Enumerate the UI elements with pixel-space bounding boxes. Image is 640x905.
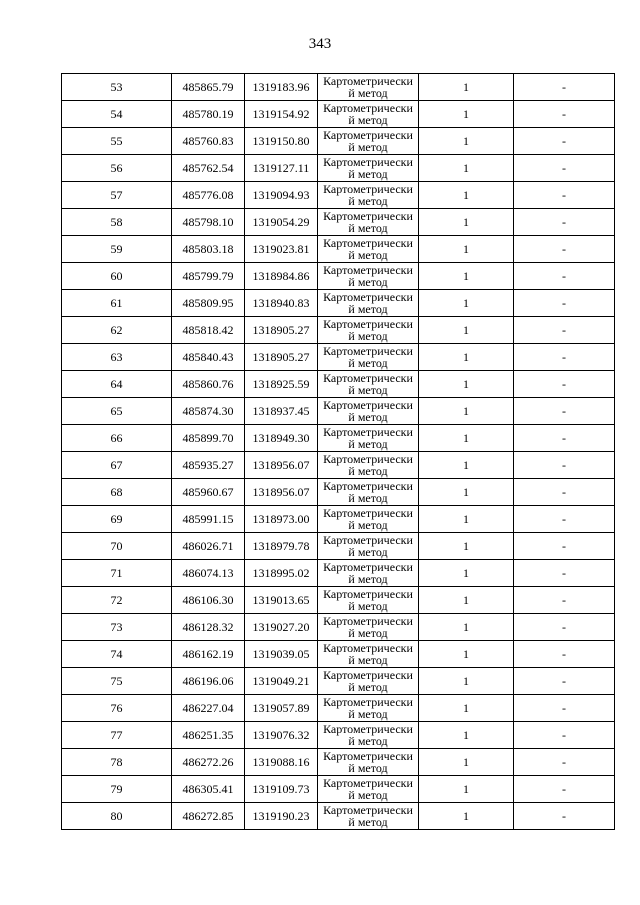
count-cell: 1	[419, 425, 514, 452]
method-text-line1: Картометрически	[323, 668, 413, 682]
point-number-cell: 72	[62, 587, 172, 614]
note-cell: -	[514, 803, 615, 830]
method-text-line2: й метод	[348, 680, 388, 694]
x-coordinate-cell: 485799.79	[172, 263, 245, 290]
count-cell: 1	[419, 128, 514, 155]
point-number-cell: 80	[62, 803, 172, 830]
table-row	[62, 614, 615, 641]
point-number-cell: 76	[62, 695, 172, 722]
x-coordinate-cell: 485818.42	[172, 317, 245, 344]
y-coordinate-cell: 1318905.27	[245, 344, 318, 371]
point-number-cell: 79	[62, 776, 172, 803]
method-text-line1: Картометрически	[323, 128, 413, 142]
x-coordinate-cell: 486074.13	[172, 560, 245, 587]
method-cell	[318, 641, 419, 668]
method-text-line1: Картометрически	[323, 74, 413, 88]
table-row	[62, 587, 615, 614]
count-cell: 1	[419, 506, 514, 533]
count-cell: 1	[419, 74, 514, 101]
note-cell: -	[514, 587, 615, 614]
method-cell	[318, 695, 419, 722]
y-coordinate-cell: 1318995.02	[245, 560, 318, 587]
x-coordinate-cell: 485874.30	[172, 398, 245, 425]
note-cell: -	[514, 560, 615, 587]
coordinates-table-body	[62, 74, 615, 830]
note-cell: -	[514, 425, 615, 452]
x-coordinate-cell: 486162.19	[172, 641, 245, 668]
method-text-line2: й метод	[348, 356, 388, 370]
method-text-line2: й метод	[348, 599, 388, 613]
method-text-line2: й метод	[348, 761, 388, 775]
y-coordinate-cell: 1318984.86	[245, 263, 318, 290]
x-coordinate-cell: 486196.06	[172, 668, 245, 695]
x-coordinate-cell: 485780.19	[172, 101, 245, 128]
point-number-cell: 66	[62, 425, 172, 452]
point-number-cell: 77	[62, 722, 172, 749]
y-coordinate-cell: 1318956.07	[245, 452, 318, 479]
note-cell: -	[514, 506, 615, 533]
x-coordinate-cell: 485803.18	[172, 236, 245, 263]
method-text-line2: й метод	[348, 248, 388, 262]
method-cell	[318, 290, 419, 317]
method-cell	[318, 344, 419, 371]
count-cell: 1	[419, 155, 514, 182]
method-text-line1: Картометрически	[323, 236, 413, 250]
count-cell: 1	[419, 317, 514, 344]
count-cell: 1	[419, 641, 514, 668]
x-coordinate-cell: 485991.15	[172, 506, 245, 533]
table-row	[62, 560, 615, 587]
note-cell: -	[514, 317, 615, 344]
point-number-cell: 62	[62, 317, 172, 344]
method-text-line1: Картометрически	[323, 263, 413, 277]
x-coordinate-cell: 486026.71	[172, 533, 245, 560]
count-cell: 1	[419, 668, 514, 695]
point-number-cell: 53	[62, 74, 172, 101]
method-text-line2: й метод	[348, 194, 388, 208]
count-cell: 1	[419, 452, 514, 479]
method-text-line1: Картометрически	[323, 641, 413, 655]
x-coordinate-cell: 486106.30	[172, 587, 245, 614]
note-cell: -	[514, 722, 615, 749]
note-cell: -	[514, 371, 615, 398]
method-cell	[318, 749, 419, 776]
method-cell	[318, 506, 419, 533]
y-coordinate-cell: 1319190.23	[245, 803, 318, 830]
method-cell	[318, 371, 419, 398]
y-coordinate-cell: 1319154.92	[245, 101, 318, 128]
count-cell: 1	[419, 182, 514, 209]
method-text-line1: Картометрически	[323, 479, 413, 493]
method-text-line1: Картометрически	[323, 101, 413, 115]
x-coordinate-cell: 485809.95	[172, 290, 245, 317]
point-number-cell: 75	[62, 668, 172, 695]
x-coordinate-cell: 486272.26	[172, 749, 245, 776]
y-coordinate-cell: 1319109.73	[245, 776, 318, 803]
method-text-line2: й метод	[348, 275, 388, 289]
y-coordinate-cell: 1318937.45	[245, 398, 318, 425]
page-number: 343	[308, 36, 332, 52]
y-coordinate-cell: 1319049.21	[245, 668, 318, 695]
table-row	[62, 263, 615, 290]
table-row	[62, 506, 615, 533]
table-row	[62, 425, 615, 452]
method-cell	[318, 155, 419, 182]
y-coordinate-cell: 1319023.81	[245, 236, 318, 263]
method-text-line2: й метод	[348, 815, 388, 829]
table-row	[62, 74, 615, 101]
point-number-cell: 54	[62, 101, 172, 128]
point-number-cell: 55	[62, 128, 172, 155]
method-text-line2: й метод	[348, 572, 388, 586]
y-coordinate-cell: 1319027.20	[245, 614, 318, 641]
table-row	[62, 182, 615, 209]
x-coordinate-cell: 486128.32	[172, 614, 245, 641]
note-cell: -	[514, 749, 615, 776]
method-text-line2: й метод	[348, 302, 388, 316]
x-coordinate-cell: 486305.41	[172, 776, 245, 803]
method-text-line1: Картометрически	[323, 155, 413, 169]
point-number-cell: 67	[62, 452, 172, 479]
method-cell	[318, 101, 419, 128]
method-text-line2: й метод	[348, 491, 388, 505]
method-text-line1: Картометрически	[323, 803, 413, 817]
note-cell: -	[514, 101, 615, 128]
table-row	[62, 749, 615, 776]
x-coordinate-cell: 485760.83	[172, 128, 245, 155]
method-text-line1: Картометрически	[323, 317, 413, 331]
method-text-line1: Картометрически	[323, 614, 413, 628]
count-cell: 1	[419, 695, 514, 722]
note-cell: -	[514, 533, 615, 560]
note-cell: -	[514, 668, 615, 695]
method-cell	[318, 128, 419, 155]
note-cell: -	[514, 398, 615, 425]
y-coordinate-cell: 1319094.93	[245, 182, 318, 209]
method-text-line2: й метод	[348, 518, 388, 532]
note-cell: -	[514, 128, 615, 155]
table-row	[62, 533, 615, 560]
x-coordinate-cell: 485798.10	[172, 209, 245, 236]
method-text-line2: й метод	[348, 329, 388, 343]
method-cell	[318, 236, 419, 263]
count-cell: 1	[419, 533, 514, 560]
count-cell: 1	[419, 344, 514, 371]
count-cell: 1	[419, 803, 514, 830]
coordinates-table	[61, 73, 615, 830]
count-cell: 1	[419, 263, 514, 290]
count-cell: 1	[419, 722, 514, 749]
table-row	[62, 668, 615, 695]
y-coordinate-cell: 1319150.80	[245, 128, 318, 155]
note-cell: -	[514, 209, 615, 236]
table-row	[62, 236, 615, 263]
table-row	[62, 452, 615, 479]
method-text-line1: Картометрически	[323, 749, 413, 763]
method-text-line2: й метод	[348, 437, 388, 451]
x-coordinate-cell: 485865.79	[172, 74, 245, 101]
x-coordinate-cell: 485935.27	[172, 452, 245, 479]
table-row	[62, 101, 615, 128]
point-number-cell: 68	[62, 479, 172, 506]
y-coordinate-cell: 1319127.11	[245, 155, 318, 182]
method-cell	[318, 425, 419, 452]
point-number-cell: 59	[62, 236, 172, 263]
y-coordinate-cell: 1318956.07	[245, 479, 318, 506]
note-cell: -	[514, 776, 615, 803]
point-number-cell: 60	[62, 263, 172, 290]
note-cell: -	[514, 236, 615, 263]
point-number-cell: 61	[62, 290, 172, 317]
method-text-line1: Картометрически	[323, 425, 413, 439]
note-cell: -	[514, 614, 615, 641]
method-text-line1: Картометрически	[323, 290, 413, 304]
table-row	[62, 128, 615, 155]
method-text-line2: й метод	[348, 221, 388, 235]
count-cell: 1	[419, 398, 514, 425]
method-cell	[318, 560, 419, 587]
x-coordinate-cell: 486272.85	[172, 803, 245, 830]
y-coordinate-cell: 1319039.05	[245, 641, 318, 668]
table-row	[62, 155, 615, 182]
y-coordinate-cell: 1318979.78	[245, 533, 318, 560]
method-text-line2: й метод	[348, 410, 388, 424]
note-cell: -	[514, 479, 615, 506]
method-cell	[318, 317, 419, 344]
count-cell: 1	[419, 101, 514, 128]
method-text-line1: Картометрически	[323, 722, 413, 736]
method-text-line2: й метод	[348, 653, 388, 667]
point-number-cell: 64	[62, 371, 172, 398]
method-text-line2: й метод	[348, 464, 388, 478]
method-text-line2: й метод	[348, 734, 388, 748]
point-number-cell: 71	[62, 560, 172, 587]
table-row	[62, 641, 615, 668]
method-cell	[318, 803, 419, 830]
method-text-line1: Картометрически	[323, 776, 413, 790]
count-cell: 1	[419, 290, 514, 317]
method-cell	[318, 74, 419, 101]
y-coordinate-cell: 1318949.30	[245, 425, 318, 452]
method-cell	[318, 722, 419, 749]
point-number-cell: 58	[62, 209, 172, 236]
count-cell: 1	[419, 560, 514, 587]
x-coordinate-cell: 485960.67	[172, 479, 245, 506]
table-row	[62, 371, 615, 398]
method-text-line2: й метод	[348, 383, 388, 397]
x-coordinate-cell: 485776.08	[172, 182, 245, 209]
method-text-line2: й метод	[348, 707, 388, 721]
method-cell	[318, 263, 419, 290]
method-cell	[318, 209, 419, 236]
method-cell	[318, 479, 419, 506]
x-coordinate-cell: 485840.43	[172, 344, 245, 371]
note-cell: -	[514, 182, 615, 209]
method-text-line1: Картометрически	[323, 398, 413, 412]
method-text-line1: Картометрически	[323, 560, 413, 574]
method-text-line1: Картометрически	[323, 371, 413, 385]
method-text-line1: Картометрически	[323, 506, 413, 520]
note-cell: -	[514, 452, 615, 479]
point-number-cell: 65	[62, 398, 172, 425]
point-number-cell: 57	[62, 182, 172, 209]
method-cell	[318, 398, 419, 425]
y-coordinate-cell: 1319088.16	[245, 749, 318, 776]
y-coordinate-cell: 1319054.29	[245, 209, 318, 236]
count-cell: 1	[419, 371, 514, 398]
count-cell: 1	[419, 776, 514, 803]
point-number-cell: 74	[62, 641, 172, 668]
method-cell	[318, 614, 419, 641]
x-coordinate-cell: 486251.35	[172, 722, 245, 749]
count-cell: 1	[419, 209, 514, 236]
table-row	[62, 776, 615, 803]
method-text-line2: й метод	[348, 167, 388, 181]
note-cell: -	[514, 155, 615, 182]
x-coordinate-cell: 485762.54	[172, 155, 245, 182]
x-coordinate-cell: 485899.70	[172, 425, 245, 452]
method-text-line1: Картометрически	[323, 452, 413, 466]
table-row	[62, 803, 615, 830]
table-row	[62, 317, 615, 344]
y-coordinate-cell: 1319076.32	[245, 722, 318, 749]
method-cell	[318, 776, 419, 803]
count-cell: 1	[419, 236, 514, 263]
table-row	[62, 344, 615, 371]
y-coordinate-cell: 1318925.59	[245, 371, 318, 398]
point-number-cell: 56	[62, 155, 172, 182]
method-text-line1: Картометрически	[323, 344, 413, 358]
y-coordinate-cell: 1318905.27	[245, 317, 318, 344]
method-cell	[318, 182, 419, 209]
y-coordinate-cell: 1319013.65	[245, 587, 318, 614]
method-cell	[318, 452, 419, 479]
note-cell: -	[514, 695, 615, 722]
method-text-line2: й метод	[348, 113, 388, 127]
method-text-line2: й метод	[348, 140, 388, 154]
count-cell: 1	[419, 479, 514, 506]
y-coordinate-cell: 1318973.00	[245, 506, 318, 533]
method-cell	[318, 587, 419, 614]
x-coordinate-cell: 486227.04	[172, 695, 245, 722]
note-cell: -	[514, 290, 615, 317]
method-text-line2: й метод	[348, 788, 388, 802]
method-cell	[318, 533, 419, 560]
note-cell: -	[514, 641, 615, 668]
method-text-line1: Картометрически	[323, 182, 413, 196]
point-number-cell: 70	[62, 533, 172, 560]
note-cell: -	[514, 74, 615, 101]
y-coordinate-cell: 1318940.83	[245, 290, 318, 317]
point-number-cell: 78	[62, 749, 172, 776]
table-row	[62, 722, 615, 749]
y-coordinate-cell: 1319057.89	[245, 695, 318, 722]
method-text-line1: Картометрически	[323, 209, 413, 223]
x-coordinate-cell: 485860.76	[172, 371, 245, 398]
note-cell: -	[514, 344, 615, 371]
table-row	[62, 398, 615, 425]
table-row	[62, 695, 615, 722]
y-coordinate-cell: 1319183.96	[245, 74, 318, 101]
point-number-cell: 69	[62, 506, 172, 533]
count-cell: 1	[419, 614, 514, 641]
note-cell: -	[514, 263, 615, 290]
method-text-line2: й метод	[348, 86, 388, 100]
method-cell	[318, 668, 419, 695]
point-number-cell: 63	[62, 344, 172, 371]
table-row	[62, 290, 615, 317]
table-row	[62, 209, 615, 236]
point-number-cell: 73	[62, 614, 172, 641]
method-text-line1: Картометрически	[323, 695, 413, 709]
method-text-line1: Картометрически	[323, 587, 413, 601]
count-cell: 1	[419, 749, 514, 776]
method-text-line2: й метод	[348, 626, 388, 640]
method-text-line1: Картометрически	[323, 533, 413, 547]
count-cell: 1	[419, 587, 514, 614]
method-text-line2: й метод	[348, 545, 388, 559]
table-row	[62, 479, 615, 506]
